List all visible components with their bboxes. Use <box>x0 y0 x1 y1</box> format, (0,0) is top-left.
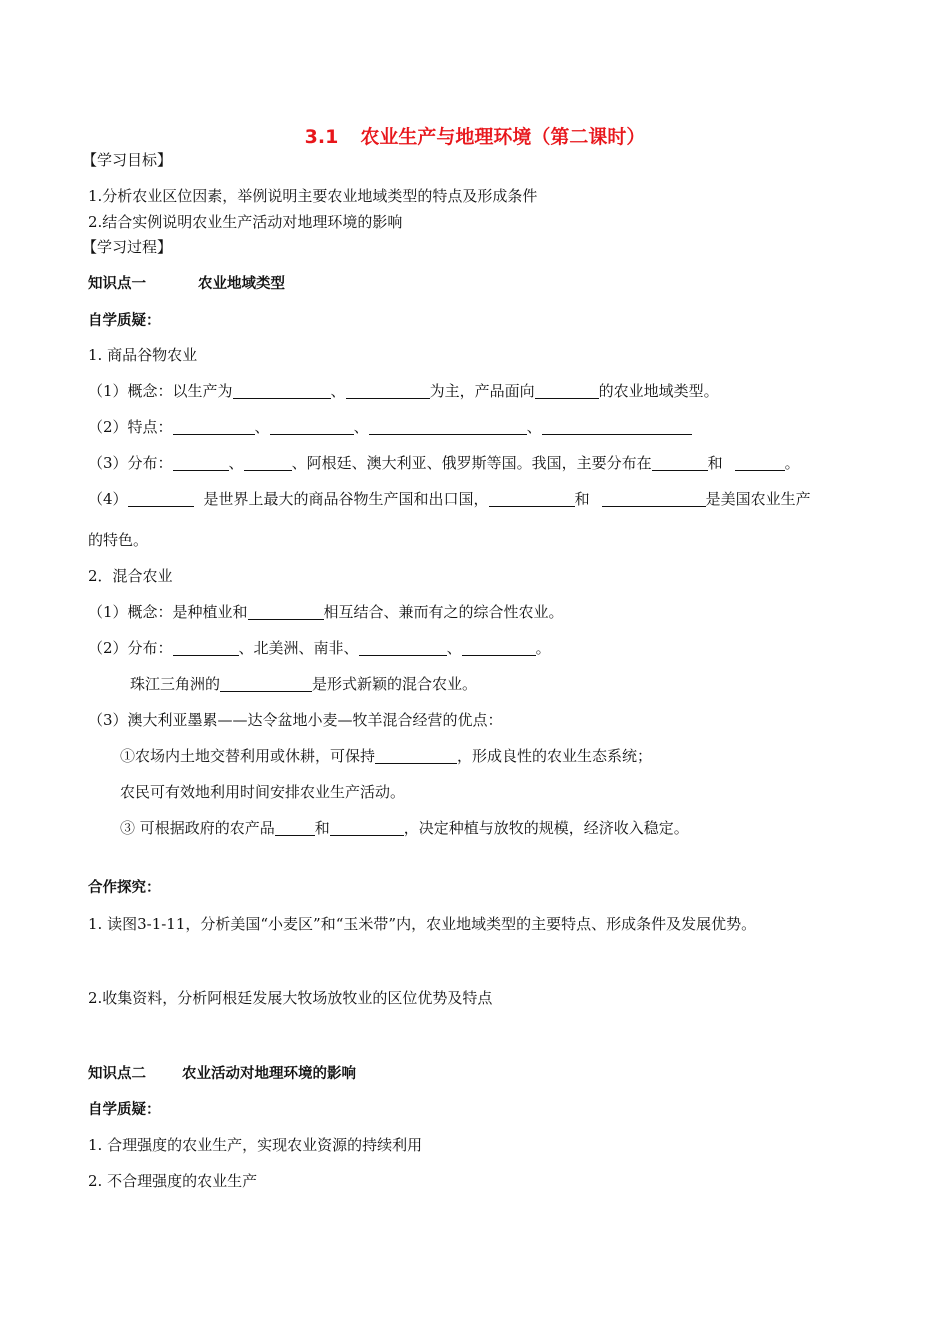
coop-heading: 合作探究： <box>88 880 161 896</box>
blank <box>735 455 785 471</box>
blank <box>652 455 708 471</box>
blank <box>173 640 239 656</box>
blank <box>248 604 324 620</box>
page-title: 3.1 农业生产与地理环境（第二课时） <box>304 126 646 148</box>
coop-question-2: 2.收集资料，分析阿根廷发展大牧场放牧业的区位优势及特点 <box>88 989 493 1007</box>
s1-line-1: （1）概念：以生产为 、 为主，产品面向 的农业地域类型。 <box>88 382 719 400</box>
blank <box>270 419 354 435</box>
s2-heading: 2．混合农业 <box>88 567 173 585</box>
s1-line-2: （2）特点： 、 、 、 <box>88 417 692 437</box>
objectives-heading: 【学习目标】 <box>82 151 173 169</box>
kp1-self-study: 自学质疑： <box>88 313 161 329</box>
blank <box>602 491 706 507</box>
blank <box>359 640 447 656</box>
blank <box>275 820 315 836</box>
blank <box>462 640 536 656</box>
s1-line-4: （4） 是世界上最大的商品谷物生产国和出口国， 和 是美国农业生产 <box>88 490 811 508</box>
kp1-heading: 知识点一 农业地域类型 <box>88 276 285 292</box>
kp2-heading: 知识点二 农业活动对地理环境的影响 <box>88 1066 356 1082</box>
s2-line-3: （3）澳大利亚墨累——达令盆地小麦—牧羊混合经营的优点： <box>88 711 503 729</box>
coop-question-1: 1. 读图3-1-11，分析美国“小麦区”和“玉米带”内，农业地域类型的主要特点、形成条件及发展优势。 <box>88 915 757 933</box>
s2-line-1: （1）概念：是种植业和 相互结合、兼而有之的综合性农业。 <box>88 603 564 621</box>
blank <box>173 419 255 435</box>
s1-line-3: （3）分布： 、 、阿根廷、澳大利亚、俄罗斯等国。我国，主要分布在 和 。 <box>88 454 800 472</box>
blank <box>542 419 692 435</box>
s2-point-1: ①农场内土地交替利用或休耕，可保持 ，形成良性的农业生态系统； <box>120 747 653 765</box>
blank <box>233 383 331 399</box>
blank <box>128 491 194 507</box>
blank <box>244 455 292 471</box>
blank <box>375 748 457 764</box>
objective-item-1: 1.分析农业区位因素，举例说明主要农业地域类型的特点及形成条件 <box>88 187 538 205</box>
s2-line-2: （2）分布： 、北美洲、南非、 、 。 <box>88 639 551 657</box>
blank <box>346 383 430 399</box>
kp2-item-2: 2. 不合理强度的农业生产 <box>88 1172 258 1190</box>
blank <box>330 820 404 836</box>
s2-point-2: 农民可有效地利用时间安排农业生产活动。 <box>120 783 406 801</box>
blank <box>369 419 527 435</box>
blank <box>173 455 229 471</box>
kp2-self-study: 自学质疑： <box>88 1102 161 1118</box>
s1-heading: 1. 商品谷物农业 <box>88 346 198 364</box>
process-heading: 【学习过程】 <box>82 238 173 256</box>
s2-point-3: ③ 可根据政府的农产品 和 ，决定种植与放牧的规模，经济收入稳定。 <box>120 819 689 837</box>
objective-item-2: 2.结合实例说明农业生产活动对地理环境的影响 <box>88 213 403 231</box>
blank <box>489 491 575 507</box>
s1-line-4b: 的特色。 <box>88 531 149 549</box>
blank <box>220 676 312 692</box>
kp2-item-1: 1. 合理强度的农业生产，实现农业资源的持续利用 <box>88 1136 423 1154</box>
blank <box>535 383 599 399</box>
s2-line-2b: 珠江三角洲的 是形式新颖的混合农业。 <box>130 675 478 693</box>
